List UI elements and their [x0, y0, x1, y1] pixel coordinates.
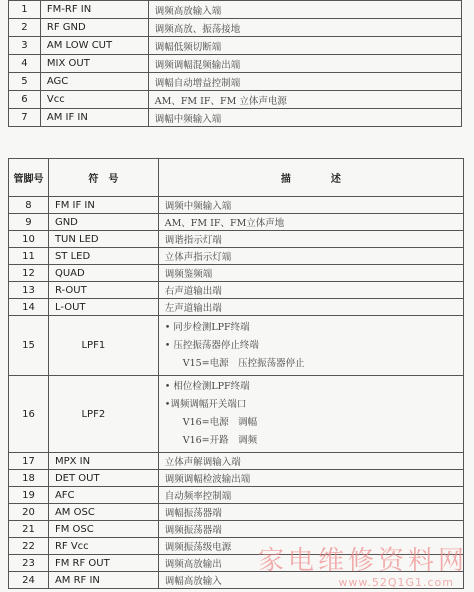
- pin-number: 14: [9, 299, 49, 316]
- table-row: [9, 299, 464, 316]
- pin-number: 17: [9, 453, 49, 470]
- pin-description: 调谐指示灯端: [158, 231, 463, 248]
- pin-symbol: LPF2: [48, 376, 158, 453]
- table-row: [9, 231, 464, 248]
- pin-number: 21: [9, 521, 49, 538]
- watermark-text: 家电维修资料网: [257, 546, 468, 576]
- pin-symbol: Vcc: [40, 91, 148, 109]
- pin-number: 9: [9, 214, 49, 231]
- table-row: [9, 453, 464, 470]
- pin-number: 15: [9, 316, 49, 376]
- pin-description: 调频振荡器端: [158, 521, 463, 538]
- header-pin-number: 管脚号: [9, 159, 49, 197]
- pin-number: 20: [9, 504, 49, 521]
- pin-symbol: MPX IN: [48, 453, 158, 470]
- table-row: [9, 316, 464, 376]
- pin-symbol: FM IF IN: [48, 197, 158, 214]
- description-line: • 压控振荡器停止终端: [164, 339, 259, 351]
- pin-table-top: [8, 0, 462, 127]
- pin-table-bottom: [8, 158, 464, 589]
- table-row: [9, 282, 464, 299]
- table-row: [9, 470, 464, 487]
- table-row: [9, 55, 462, 73]
- table-row: [9, 109, 462, 127]
- description-line: • 相位检测LPF终端: [164, 381, 250, 392]
- pin-description: 右声道输出端: [158, 282, 463, 299]
- pin-description: 自动频率控制端: [158, 487, 463, 504]
- table-row: [9, 265, 464, 282]
- header-symbol: 符 号: [48, 159, 158, 197]
- table-row: [9, 504, 464, 521]
- pin-symbol: AM IF IN: [40, 109, 148, 127]
- table-row: [9, 73, 462, 91]
- pin-symbol: AM LOW CUT: [40, 37, 148, 55]
- pin-description: 调频鉴频端: [158, 265, 463, 282]
- pin-number: 22: [9, 538, 49, 555]
- pin-description: 调频高放输出: [158, 555, 463, 572]
- pin-symbol: RF GND: [40, 19, 148, 37]
- pin-symbol: AM OSC: [48, 504, 158, 521]
- description-line: V16=开路 调频: [182, 435, 258, 446]
- pin-symbol: FM OSC: [48, 521, 158, 538]
- pin-description: 调幅自动增益控制端: [148, 73, 461, 91]
- pin-number: 2: [9, 19, 41, 37]
- pin-description: 立体声指示灯端: [158, 248, 463, 265]
- pin-description: 调频调幅检波输出端: [158, 470, 463, 487]
- pin-description: 调幅中频输入端: [148, 109, 461, 127]
- pin-symbol: DET OUT: [48, 470, 158, 487]
- pin-number: 10: [9, 231, 49, 248]
- table-row: [9, 1, 462, 19]
- pin-number: 16: [9, 376, 49, 453]
- pin-description: 调幅振荡器端: [158, 504, 463, 521]
- pin-description: 立体声解调输入端: [158, 453, 463, 470]
- watermark-url: www.52Q1G1.com: [338, 576, 454, 589]
- pin-number: 13: [9, 282, 49, 299]
- description-line: • 同步检测LPF终端: [164, 321, 250, 333]
- pin-symbol: L-OUT: [48, 299, 158, 316]
- table-row: [9, 214, 464, 231]
- table-header-row: [9, 159, 464, 197]
- pin-symbol: QUAD: [48, 265, 158, 282]
- table-row: [9, 248, 464, 265]
- table-row: [9, 37, 462, 55]
- pin-symbol: RF Vcc: [48, 538, 158, 555]
- pin-description: 调频高放输入端: [148, 1, 461, 19]
- pin-description: 调频高放、振荡接地: [148, 19, 461, 37]
- pin-description: 调幅低频切断端: [148, 37, 461, 55]
- pin-description: [158, 316, 463, 376]
- pin-number: 8: [9, 197, 49, 214]
- table-row: [9, 521, 464, 538]
- description-line: V15=电源 压控振荡器停止: [182, 357, 305, 369]
- pin-number: 6: [9, 91, 41, 109]
- pin-description: 调幅高放输入: [158, 572, 463, 589]
- pin-description: AM、FM IF、FM 立体声电源: [148, 91, 461, 109]
- description-line: •调频调幅开关端口: [164, 399, 247, 410]
- pin-number: 5: [9, 73, 41, 91]
- pin-number: 23: [9, 555, 49, 572]
- pin-number: 12: [9, 265, 49, 282]
- pin-number: 3: [9, 37, 41, 55]
- pin-symbol: AM RF IN: [48, 572, 158, 589]
- pin-number: 1: [9, 1, 41, 19]
- pin-symbol: TUN LED: [48, 231, 158, 248]
- pin-number: 19: [9, 487, 49, 504]
- pin-description: [158, 376, 463, 453]
- table-row: [9, 19, 462, 37]
- pin-number: 11: [9, 248, 49, 265]
- table-row: [9, 487, 464, 504]
- pin-symbol: FM RF OUT: [48, 555, 158, 572]
- pin-description: AM、FM IF、FM立体声地: [158, 214, 463, 231]
- pin-description: 调频振荡级电源: [158, 538, 463, 555]
- pin-number: 18: [9, 470, 49, 487]
- pin-description: 调频中频输入端: [158, 197, 463, 214]
- pin-number: 7: [9, 109, 41, 127]
- pin-number: 4: [9, 55, 41, 73]
- pin-symbol: R-OUT: [48, 282, 158, 299]
- pin-number: 24: [9, 572, 49, 589]
- pin-description: 左声道输出端: [158, 299, 463, 316]
- pin-symbol: ST LED: [48, 248, 158, 265]
- description-line: V16=电源 调幅: [182, 417, 258, 428]
- pin-symbol: AFC: [48, 487, 158, 504]
- header-description: 描 述: [158, 159, 463, 197]
- table-row: [9, 197, 464, 214]
- pin-symbol: GND: [48, 214, 158, 231]
- pin-symbol: AGC: [40, 73, 148, 91]
- table-row: [9, 376, 464, 453]
- table-row: [9, 91, 462, 109]
- pin-symbol: FM-RF IN: [40, 1, 148, 19]
- pin-symbol: MIX OUT: [40, 55, 148, 73]
- pin-description: 调频调幅混频输出端: [148, 55, 461, 73]
- pin-symbol: LPF1: [48, 316, 158, 376]
